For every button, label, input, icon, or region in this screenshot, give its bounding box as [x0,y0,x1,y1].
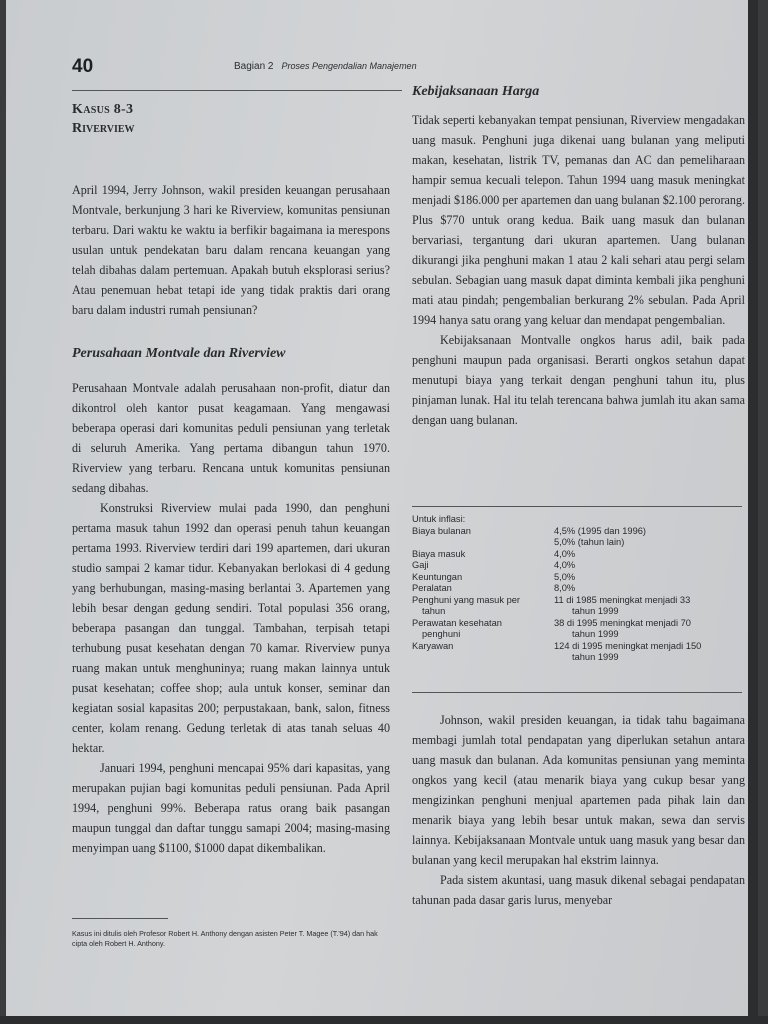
table-row [412,549,742,561]
johnson-section-body [412,710,745,910]
row-label: Keuntungan [412,571,463,582]
case-name: Riverview [72,121,135,136]
row-value-continued: 5,0% (tahun lain) [554,537,625,547]
body-paragraph: Konstruksi Riverview mulai pada 1990, dan penghuni pertama masuk tahun 1992 dan operasi penuh tahun keuangan pertama 1993. Riverview terdiri dari 199 apartemen, dari ukuran studio sampai 2 kamar tidur. Kebanyakan berlokasi di 4 gedung yang berhubungan, masing-masing berlantai 3. Apartemen yang lebih besar dengan gedung sendiri. Total populasi 356 orang, beberapa pasangan dan tunggal. Tambahan, terpisah tetapi terhubung pusat kesehatan dengan 70 kamar. Riverview punya ruang makan untuk menghuninya; ruang makan lainnya untuk pusat kesehatan; coffee shop; aula untuk konser, seminar dan kegiatan sosial kapasitas 200; perpustakaan, bank, salon, fitness center, kolam renang. Gedung terletak di atas tanah seluas 40 hektar. [72,501,390,755]
inflation-table-intro: Untuk inflasi: [412,514,466,524]
row-value: 4,5% (1995 dan 1996) [554,525,647,536]
footnote-rule [72,918,168,919]
row-label: Peralatan [412,583,452,593]
page-number: 40 [72,56,94,77]
body-paragraph: Pada sistem akuntasi, uang masuk dikenal sebagai pendapatan tahunan pada dasar garis lurus, menyebar [412,873,745,907]
bottom-edge-shadow [0,1016,768,1024]
row-value: 4,0% [554,560,576,570]
body-paragraph: Tidak seperti kebanyakan tempat pensiunan, Riverview mengadakan uang masuk. Penghuni juga dikenai uang bulanan yang meliputi makan, kesehatan, listrik TV, pemanas dan AC dan pemeliharaan hampir semua kecuali telepon. Tahun 1994 uang masuk meningkat menjadi $186.000 per apartemen dan uang bulanan $2.100 perorang. Plus $770 untuk orang kedua. Baik uang masuk dan bulanan bervariasi, tergantung dari ukuran apartemen. Uang bulanan dikurangi jika penghuni makan 1 atau 2 kali sehari atau pergi selam sebulan. Sebagian uang masuk dapat diminta kembali jika penghuni mati atau pindah; pengembalian berkurang 2% sebulan. Pada April 1994 hanya satu orang yang keluar dan mendapat pengembalian. [412,113,745,327]
row-value: 5,0% [554,571,576,582]
section-heading-harga: Kebijaksanaan Harga [412,84,540,99]
footnote: Kasus ini ditulis oleh Profesor Robert H. Anthony dengan asisten Peter T. Magee (T.'94) dan hak cipta oleh Robert H. Anthony. [72,929,378,948]
table-row [412,595,742,618]
table-row [412,618,742,641]
inflation-table [412,514,742,664]
section-heading-montvale: Perusahaan Montvale dan Riverview [72,346,286,361]
row-value: 8,0% [554,583,576,593]
montvale-section-body [72,378,390,858]
row-value: 4,0% [554,548,576,559]
row-label: Biaya masuk [412,548,466,559]
running-head [234,61,417,72]
row-label-continued: penghuni [422,629,461,639]
body-paragraph: Kebijaksanaan Montvalle ongkos harus adil, baik pada penghuni maupun pada organisasi. Berarti ongkos setahun dapat menutupi biaya yang terkait dengan penghuni tahun itu, plus pinjaman lunak. Hal itu telah terencana bahwa jumlah itu akan sama dengan uang bulanan. [412,333,745,427]
intro-paragraph: April 1994, Jerry Johnson, wakil presiden keuangan perusahaan Montvale, berkunjung 3 hari ke Riverview, komunitas pensiunan terbaru. Dari waktu ke waktu ia berfikir bagaimana ia merespons usulan untuk pendekatan baru dalam rencana keuangan yang telah dibahas dalam pertemuan. Apakah butuh eksplorasi serius? Atau penemuan hebat tetapi ide yang tidak praktis dari orang baru dalam industri rumah pensiunan? [72,183,390,317]
page-edge-shadow [748,0,758,1024]
body-paragraph: Johnson, wakil presiden keuangan, ia tidak tahu bagaimana membagi jumlah total pendapatan yang diperlukan setahun antara uang masuk dan bulanan. Ada komunitas pensiunan yang meminta ongkos yang kecil (atau menarik biaya yang cukup besar yang mengizinkan penghuni menjual apartemen pada pihak lain dan menarik biaya yang lebih besar untuk makan, sewa dan servis lainnya. Kebijaksanaan Montvale untuk uang masuk yang besar dan bulanan yang kecil merupakan hal ekstrim lainnya. [412,713,745,867]
running-head-subtitle: Proses Pengendalian Manajemen [281,61,417,71]
table-top-rule [412,506,742,507]
row-value: 11 di 1985 meningkat menjadi 33 [554,594,691,605]
row-label: Penghuni yang masuk per [412,594,521,605]
table-row [412,572,742,584]
row-value-continued: tahun 1999 [572,629,619,639]
row-label: Gaji [412,560,429,570]
row-value-continued: tahun 1999 [572,606,619,616]
row-label-continued: tahun [422,606,446,616]
intro-paragraph-block [72,180,390,320]
body-paragraph: Perusahaan Montvale adalah perusahaan non-profit, diatur dan dikontrol oleh kantor pusat keagamaan. Yang mengawasi beberapa operasi dari komunitas peduli pensiunan yang terletak di seluruh Amerika. Yang pertama dibangun tahun 1970. Riverview yang terbaru. Rencana untuk komunitas pensiunan sedang dibahas. [72,381,390,495]
table-row [412,583,742,595]
row-value: 124 di 1995 meningkat menjadi 150 [554,640,702,651]
row-label: Biaya bulanan [412,525,471,536]
book-page [6,0,758,1024]
row-label: Perawatan kesehatan [412,617,502,628]
table-bottom-rule [412,692,742,693]
harga-section-body [412,110,745,430]
body-paragraph: Januari 1994, penghuni mencapai 95% dari kapasitas, yang merupakan pujian bagi komunitas peduli pensiunan. Pada April 1994, penghuni 99%. Beberapa ratus orang baik pasangan maupun tunggal dan daftar tunggu samapi 2004; masing-masing menyimpan uang $1100, $1000 dapat dikembalikan. [72,761,390,855]
running-head-part: Bagian 2 [234,61,274,72]
row-value: 38 di 1995 meningkat menjadi 70 [554,617,691,628]
table-row [412,526,742,549]
table-row [412,560,742,572]
table-row [412,641,742,664]
row-label: Karyawan [412,640,454,651]
header-rule [72,90,402,91]
row-value-continued: tahun 1999 [572,652,619,662]
case-label: Kasus 8-3 [72,102,134,117]
